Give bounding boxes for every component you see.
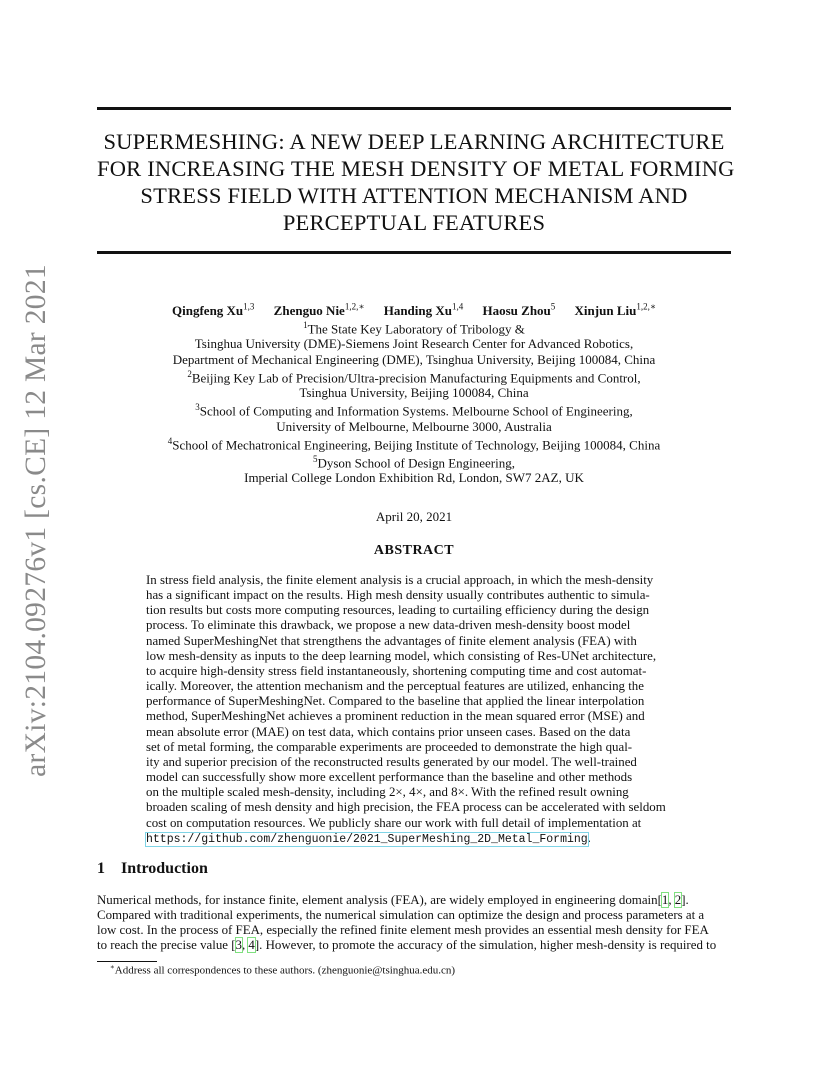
title-top-rule xyxy=(97,107,731,110)
affiliation-line: $^5$Dyson School of Design Engineering, xyxy=(312,454,515,471)
footnote-rule xyxy=(97,961,157,962)
affiliation-line: University of Melbourne, Melbourne 3000, Australia xyxy=(276,418,552,434)
section-number: 1 xyxy=(97,860,105,877)
publication-date: April 20, 2021 xyxy=(375,509,453,524)
abstract-line: performance of SuperMeshingNet. Compared to the baseline that applied the linear interpolation xyxy=(146,694,645,709)
abstract-line: method, SuperMeshingNet achieves a prominent reduction in the mean squared error (MSE) and xyxy=(146,709,645,724)
citation-link[interactable]: 2 xyxy=(674,893,682,907)
author: Handing Xu$^{1,4}$ xyxy=(383,302,464,319)
abstract-line: low mesh-density as inputs to the deep learning model, which consisting of Res-UNet architecture, xyxy=(146,648,657,663)
citation-link[interactable]: 1 xyxy=(661,893,669,907)
footnote-mark: ∗ xyxy=(110,963,115,971)
abstract-line: named SuperMeshingNet that strengthens the advantages of finite element analysis (FEA) with xyxy=(146,633,637,648)
abstract-line: process. To eliminate this drawback, we propose a new data-driven mesh-density boost model xyxy=(146,618,631,633)
abstract-line: tion results but costs more computing resources, leading to curtailing efficiency during the design xyxy=(146,603,650,618)
abstract-line: on the multiple scaled mesh-density, including 2×, 4×, and 8×. With the refined result owning xyxy=(146,785,629,800)
affiliation-line: Tsinghua University, Beijing 100084, China xyxy=(299,385,529,401)
abstract-body xyxy=(146,573,684,847)
author: Xinjun Liu$^{1,2,∗}$ xyxy=(574,302,656,319)
abstract-line: In stress field analysis, the finite element analysis is a crucial approach, in which the mesh-density xyxy=(146,573,654,587)
author: Haosu Zhou$^5$ xyxy=(482,302,556,319)
title-line: STRESS FIELD WITH ATTENTION MECHANISM AND xyxy=(140,183,688,208)
affiliation-line: Imperial College London Exhibition Rd, London, SW7 2AZ, UK xyxy=(244,470,584,486)
intro-line: low cost. In the process of FEA, especially the refined finite element mesh provides an essential mesh density for FEA xyxy=(97,923,709,938)
author-list xyxy=(97,302,731,319)
abstract-line: https://github.com/zhenguonie/2021_SuperMeshing_2D_Metal_Forming. xyxy=(146,830,591,846)
footnote xyxy=(110,963,455,977)
affiliation-line: $^2$Beijing Key Lab of Precision/Ultra-precision Manufacturing Equipments and Control, xyxy=(187,368,641,385)
affiliation-line: $^4$School of Mechatronical Engineering, Beijing Institute of Technology, Beijing 100084, China xyxy=(167,435,661,452)
abstract-line: model can successfully show more excellent performance than the baseline and other methods xyxy=(146,770,633,785)
title-line: PERCEPTUAL FEATURES xyxy=(282,210,546,235)
citation-link[interactable]: 3 xyxy=(235,938,242,953)
affiliation-line: $^3$School of Computing and Information Systems. Melbourne School of Engineering, xyxy=(195,402,633,419)
paper-title xyxy=(97,128,735,236)
abstract-line: to acquire high-density stress field instantaneously, shortening computing time and cost automat- xyxy=(146,663,647,678)
affiliation-line: Tsinghua University (DME)-Siemens Joint Research Center for Advanced Robotics, xyxy=(194,336,634,352)
affiliation-line: $^1$The State Key Laboratory of Tribology & xyxy=(303,320,525,337)
intro-line: Numerical methods, for instance finite, element analysis (FEA), are widely employed in engineering domain[1, 2]. xyxy=(97,893,689,907)
abstract-line: has a significant impact on the results. High mesh density usually contributes authentic to simula- xyxy=(146,588,650,603)
abstract-line: ity and superior precision of the reconstructed results generated by our model. The well-trained xyxy=(146,754,637,769)
abstract-line: set of metal forming, the comparable experiments are proceeded to demonstrate the high qual- xyxy=(146,739,633,754)
introduction-body xyxy=(97,893,731,954)
arxiv-identifier: arXiv:2104.09276v1 [cs.CE] 12 Mar 2021 xyxy=(19,263,52,777)
section-heading-introduction xyxy=(97,860,208,878)
abstract-line: broaden scaling of mesh density and high precision, the FEA process can be accelerated with seldom xyxy=(146,800,666,815)
intro-line: to reach the precise value [3, 4]. However, to promote the accuracy of the simulation, higher mesh-density is required to xyxy=(97,938,717,953)
author: Zhenguo Nie$^{1,2,∗}$ xyxy=(273,302,365,319)
affiliation-line: Department of Mechanical Engineering (DME), Tsinghua University, Beijing 100084, China xyxy=(172,351,656,367)
author: Qingfeng Xu$^{1,3}$ xyxy=(172,302,255,319)
abstract-line: mean absolute error (MAE) on test data, which contains prior unseen cases. Based on the data xyxy=(146,724,631,739)
intro-line: Compared with traditional experiments, the numerical simulation can optimize the design and process parameters at a xyxy=(97,908,705,923)
abstract-line: cost on computation resources. We publicly share our work with full detail of implementation at xyxy=(146,815,642,830)
github-link[interactable]: https://github.com/zhenguonie/2021_SuperMeshing_2D_Metal_Forming xyxy=(146,832,588,846)
arxiv-side-stamp xyxy=(6,263,66,777)
title-line: SUPERMESHING: A NEW DEEP LEARNING ARCHITECTURE xyxy=(103,129,725,154)
section-title: Introduction xyxy=(121,860,208,877)
title-bottom-rule xyxy=(97,251,731,254)
citation-link[interactable]: 4 xyxy=(248,938,255,953)
affiliations xyxy=(97,318,731,486)
title-line: FOR INCREASING THE MESH DENSITY OF METAL FORMING xyxy=(97,156,735,181)
abstract-heading: ABSTRACT xyxy=(373,543,455,558)
abstract-line: ically. Moreover, the attention mechanism and the perceptual features are utilized, enhancing the xyxy=(146,679,644,694)
footnote-text: Address all correspondences to these authors. (zhenguonie@tsinghua.edu.cn) xyxy=(114,964,456,977)
